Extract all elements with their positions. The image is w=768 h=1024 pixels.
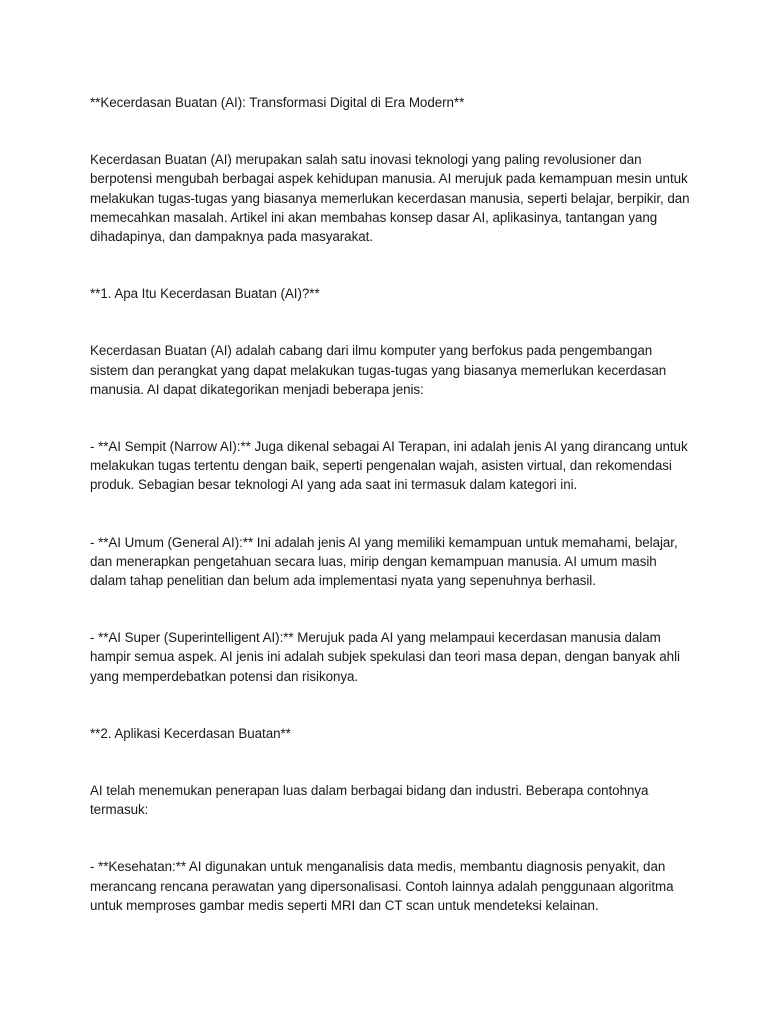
health-item: - **Kesehatan:** AI digunakan untuk menganalisis data medis, membantu diagnosis penyakit, dan merancang rencana perawatan yang dipersonalisasi. Contoh lainnya adalah penggunaan algoritma untuk memproses gambar medis seperti MRI dan CT scan untuk mendeteksi kelainan. [90,859,674,913]
section-2-paragraph: AI telah menemukan penerapan luas dalam berbagai bidang dan industri. Beberapa contohnya termasuk: [90,783,649,818]
document-title: **Kecerdasan Buatan (AI): Transformasi Digital di Era Modern** [90,95,465,110]
document-body [90,93,690,915]
section-1-paragraph: Kecerdasan Buatan (AI) adalah cabang dari ilmu komputer yang berfokus pada pengembangan sistem dan perangkat yang dapat melakukan tugas-tugas yang biasanya memerlukan kecerdasan manusia. AI dapat dikategorikan menjadi beberapa jenis: [90,343,667,397]
section-2-heading: **2. Aplikasi Kecerdasan Buatan** [90,725,291,741]
section-1-heading: **1. Apa Itu Kecerdasan Buatan (AI)?** [90,286,320,302]
general-ai-item: - **AI Umum (General AI):** Ini adalah jenis AI yang memiliki kemampuan untuk memahami, belajar, dan menerapkan pengetahuan secara luas, mirip dengan kemampuan manusia. AI umum masih dalam tahap penelitian dan belum ada implementasi nyata yang sepenuhnya berhasil. [90,534,678,589]
intro-paragraph: Kecerdasan Buatan (AI) merupakan salah satu inovasi teknologi yang paling revolusioner dan berpotensi mengubah berbagai aspek kehidupan manusia. AI merujuk pada kemampuan mesin untuk melakukan tugas-tugas yang biasanya memerlukan kecerdasan manusia, seperti belajar, berpikir, dan memecahkan masalah. Artikel ini akan membahas konsep dasar AI, aplikasinya, tantangan yang dihadapinya, dan dampaknya pada masyarakat. [90,152,690,245]
super-ai-item: - **AI Super (Superintelligent AI):** Merujuk pada AI yang melampaui kecerdasan manusia dalam hampir semua aspek. AI jenis ini adalah subjek spekulasi dan teori masa depan, dengan banyak ahli yang memperdebatkan potensi dan risikonya. [90,630,680,684]
narrow-ai-item: - **AI Sempit (Narrow AI):** Juga dikenal sebagai AI Terapan, ini adalah jenis AI yang dirancang untuk melakukan tugas tertentu dengan baik, seperti pengenalan wajah, asisten virtual, dan rekomendasi produk. Sebagian besar teknologi AI yang ada saat ini termasuk dalam kategori ini. [90,439,688,493]
